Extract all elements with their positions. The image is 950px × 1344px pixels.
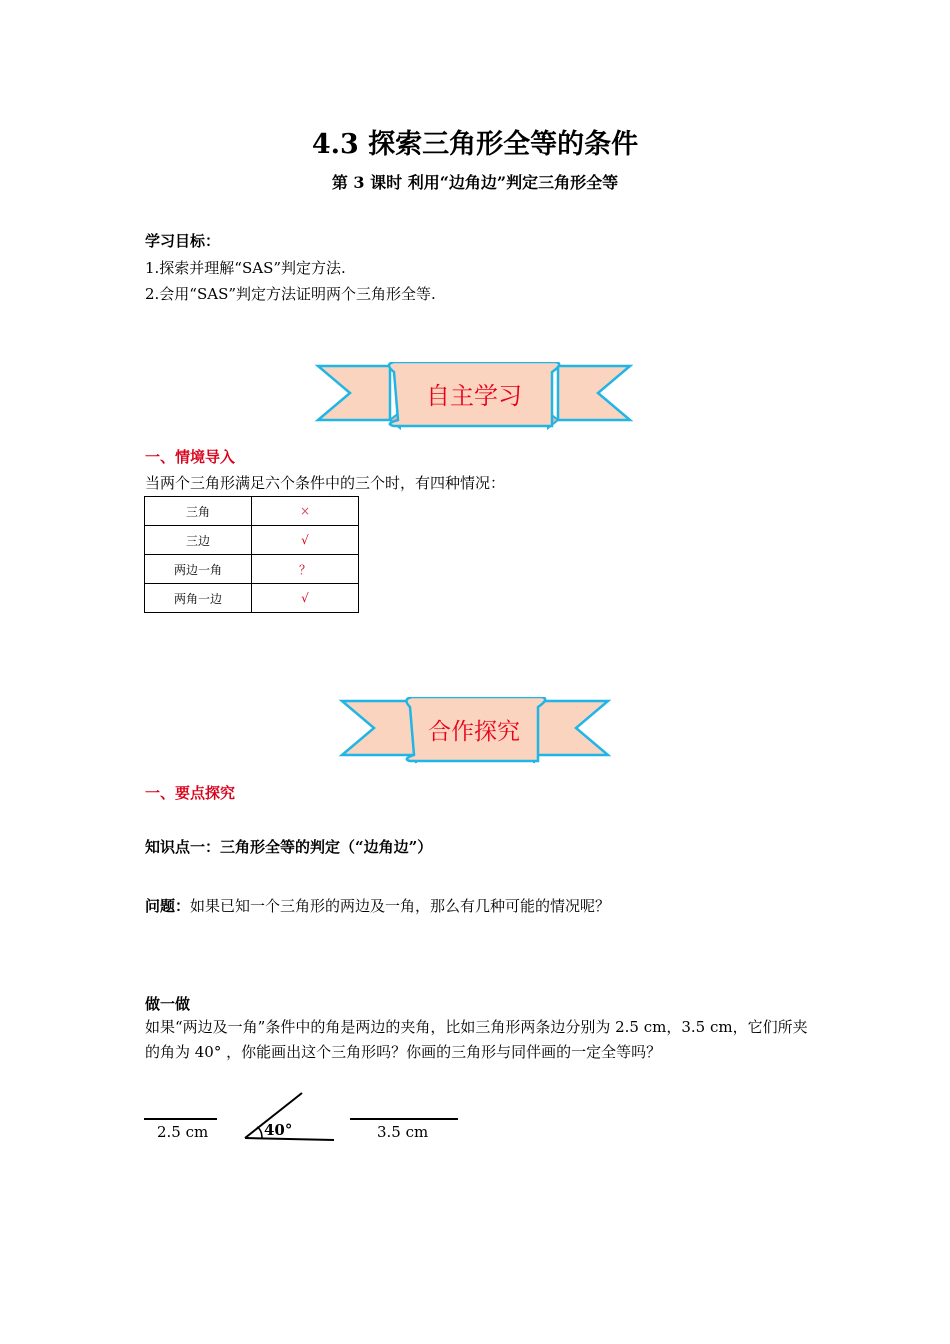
conditions-table: [144, 496, 359, 613]
objective-item: 1.探索并理解“SAS”判定方法.: [145, 259, 346, 277]
try-text: 如果“两边及一角”条件中的角是两边的夹角，比如三角形两条边分别为 2.5 cm，3.5 cm，它们所夹的角为 40° ，你能画出这个三角形吗？你画的三角形与同伴画的一定全等吗？: [145, 1018, 808, 1061]
table-cell-mark: √: [252, 526, 359, 555]
self-study-banner: [314, 362, 634, 432]
table-row: [145, 555, 359, 584]
table-row: [145, 497, 359, 526]
table-cell-condition: 三角: [145, 497, 252, 526]
table-cell-mark: ×: [252, 497, 359, 526]
table-cell-condition: 三边: [145, 526, 252, 555]
try-heading: 做一做: [145, 995, 191, 1013]
knowledge-point-heading: 知识点一：三角形全等的判定（“边角边”）: [145, 838, 433, 856]
segment-a-label: 2.5 cm: [157, 1123, 209, 1141]
angle-label: 40°: [264, 1121, 293, 1139]
segment-a-line: [144, 1118, 217, 1120]
question-label: 问题：: [145, 897, 191, 915]
self-study-banner-label: 自主学习: [426, 383, 522, 410]
table-cell-condition: 两角一边: [145, 584, 252, 613]
table-cell-mark: √: [252, 584, 359, 613]
table-cell-condition: 两边一角: [145, 555, 252, 584]
table-row: [145, 584, 359, 613]
section-intro: 当两个三角形满足六个条件中的三个时，有四种情况：: [145, 474, 506, 492]
page-subtitle: 第 3 课时 利用“边角边”判定三角形全等: [331, 173, 619, 192]
page-title: 4.3 探索三角形全等的条件: [311, 129, 639, 160]
objective-item: 2.会用“SAS”判定方法证明两个三角形全等.: [145, 285, 436, 303]
section-heading-key-points: 一、要点探究: [145, 784, 236, 802]
table-row: [145, 526, 359, 555]
question-text: 如果已知一个三角形的两边及一角，那么有几种可能的情况呢？: [190, 897, 611, 915]
segment-b-line: [350, 1118, 458, 1120]
cooperative-banner: [338, 697, 612, 767]
question: [145, 895, 610, 916]
objectives-heading: 学习目标：: [145, 232, 221, 250]
table-cell-mark: ？: [252, 555, 359, 584]
segment-b-label: 3.5 cm: [377, 1123, 429, 1141]
cooperative-banner-label: 合作探究: [428, 718, 520, 744]
section-heading-context: 一、情境导入: [145, 448, 236, 466]
